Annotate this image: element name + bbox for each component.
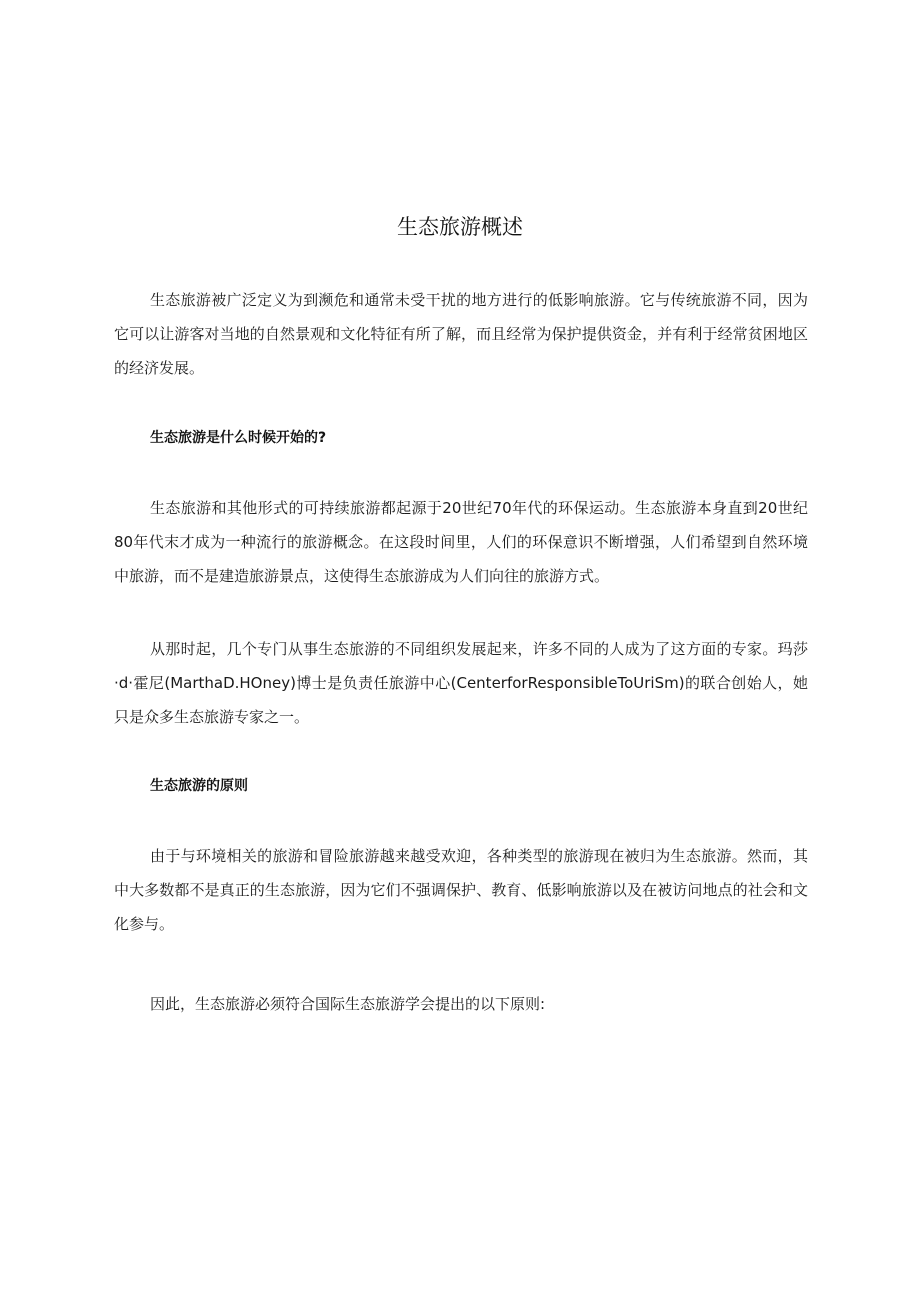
intro-paragraph: 生态旅游被广泛定义为到濒危和通常未受干扰的地方进行的低影响旅游。它与传统旅游不同，因为它可以让游客对当地的自然景观和文化特征有所了解，而且经常为保护提供资金，并有利于经常贫困地区的经济发展。 bbox=[114, 291, 808, 377]
section-heading-origin: 生态旅游是什么时候开始的? bbox=[150, 430, 327, 446]
origin-paragraph-2: 从那时起，几个专门从事生态旅游的不同组织发展起来，许多不同的人成为了这方面的专家。玛莎·d·霍尼(MarthaD.HOney)博士是负责任旅游中心(CenterforResponsibleToUriSm)的联合创始人，她只是众多生态旅游专家之一。 bbox=[114, 640, 808, 726]
principles-paragraph-1: 由于与环境相关的旅游和冒险旅游越来越受欢迎，各种类型的旅游现在被归为生态旅游。然而，其中大多数都不是真正的生态旅游，因为它们不强调保护、教育、低影响旅游以及在被访问地点的社会和文化参与。 bbox=[114, 847, 808, 933]
section-heading-principles: 生态旅游的原则 bbox=[150, 778, 248, 794]
document-title: 生态旅游概述 bbox=[397, 215, 523, 239]
origin-paragraph-1: 生态旅游和其他形式的可持续旅游都起源于20世纪70年代的环保运动。生态旅游本身直到20世纪80年代末才成为一种流行的旅游概念。在这段时间里，人们的环保意识不断增强，人们希望到自然环境中旅游，而不是建造旅游景点，这使得生态旅游成为人们向往的旅游方式。 bbox=[114, 499, 808, 585]
principles-paragraph-2: 因此，生态旅游必须符合国际生态旅游学会提出的以下原则: bbox=[150, 995, 546, 1013]
